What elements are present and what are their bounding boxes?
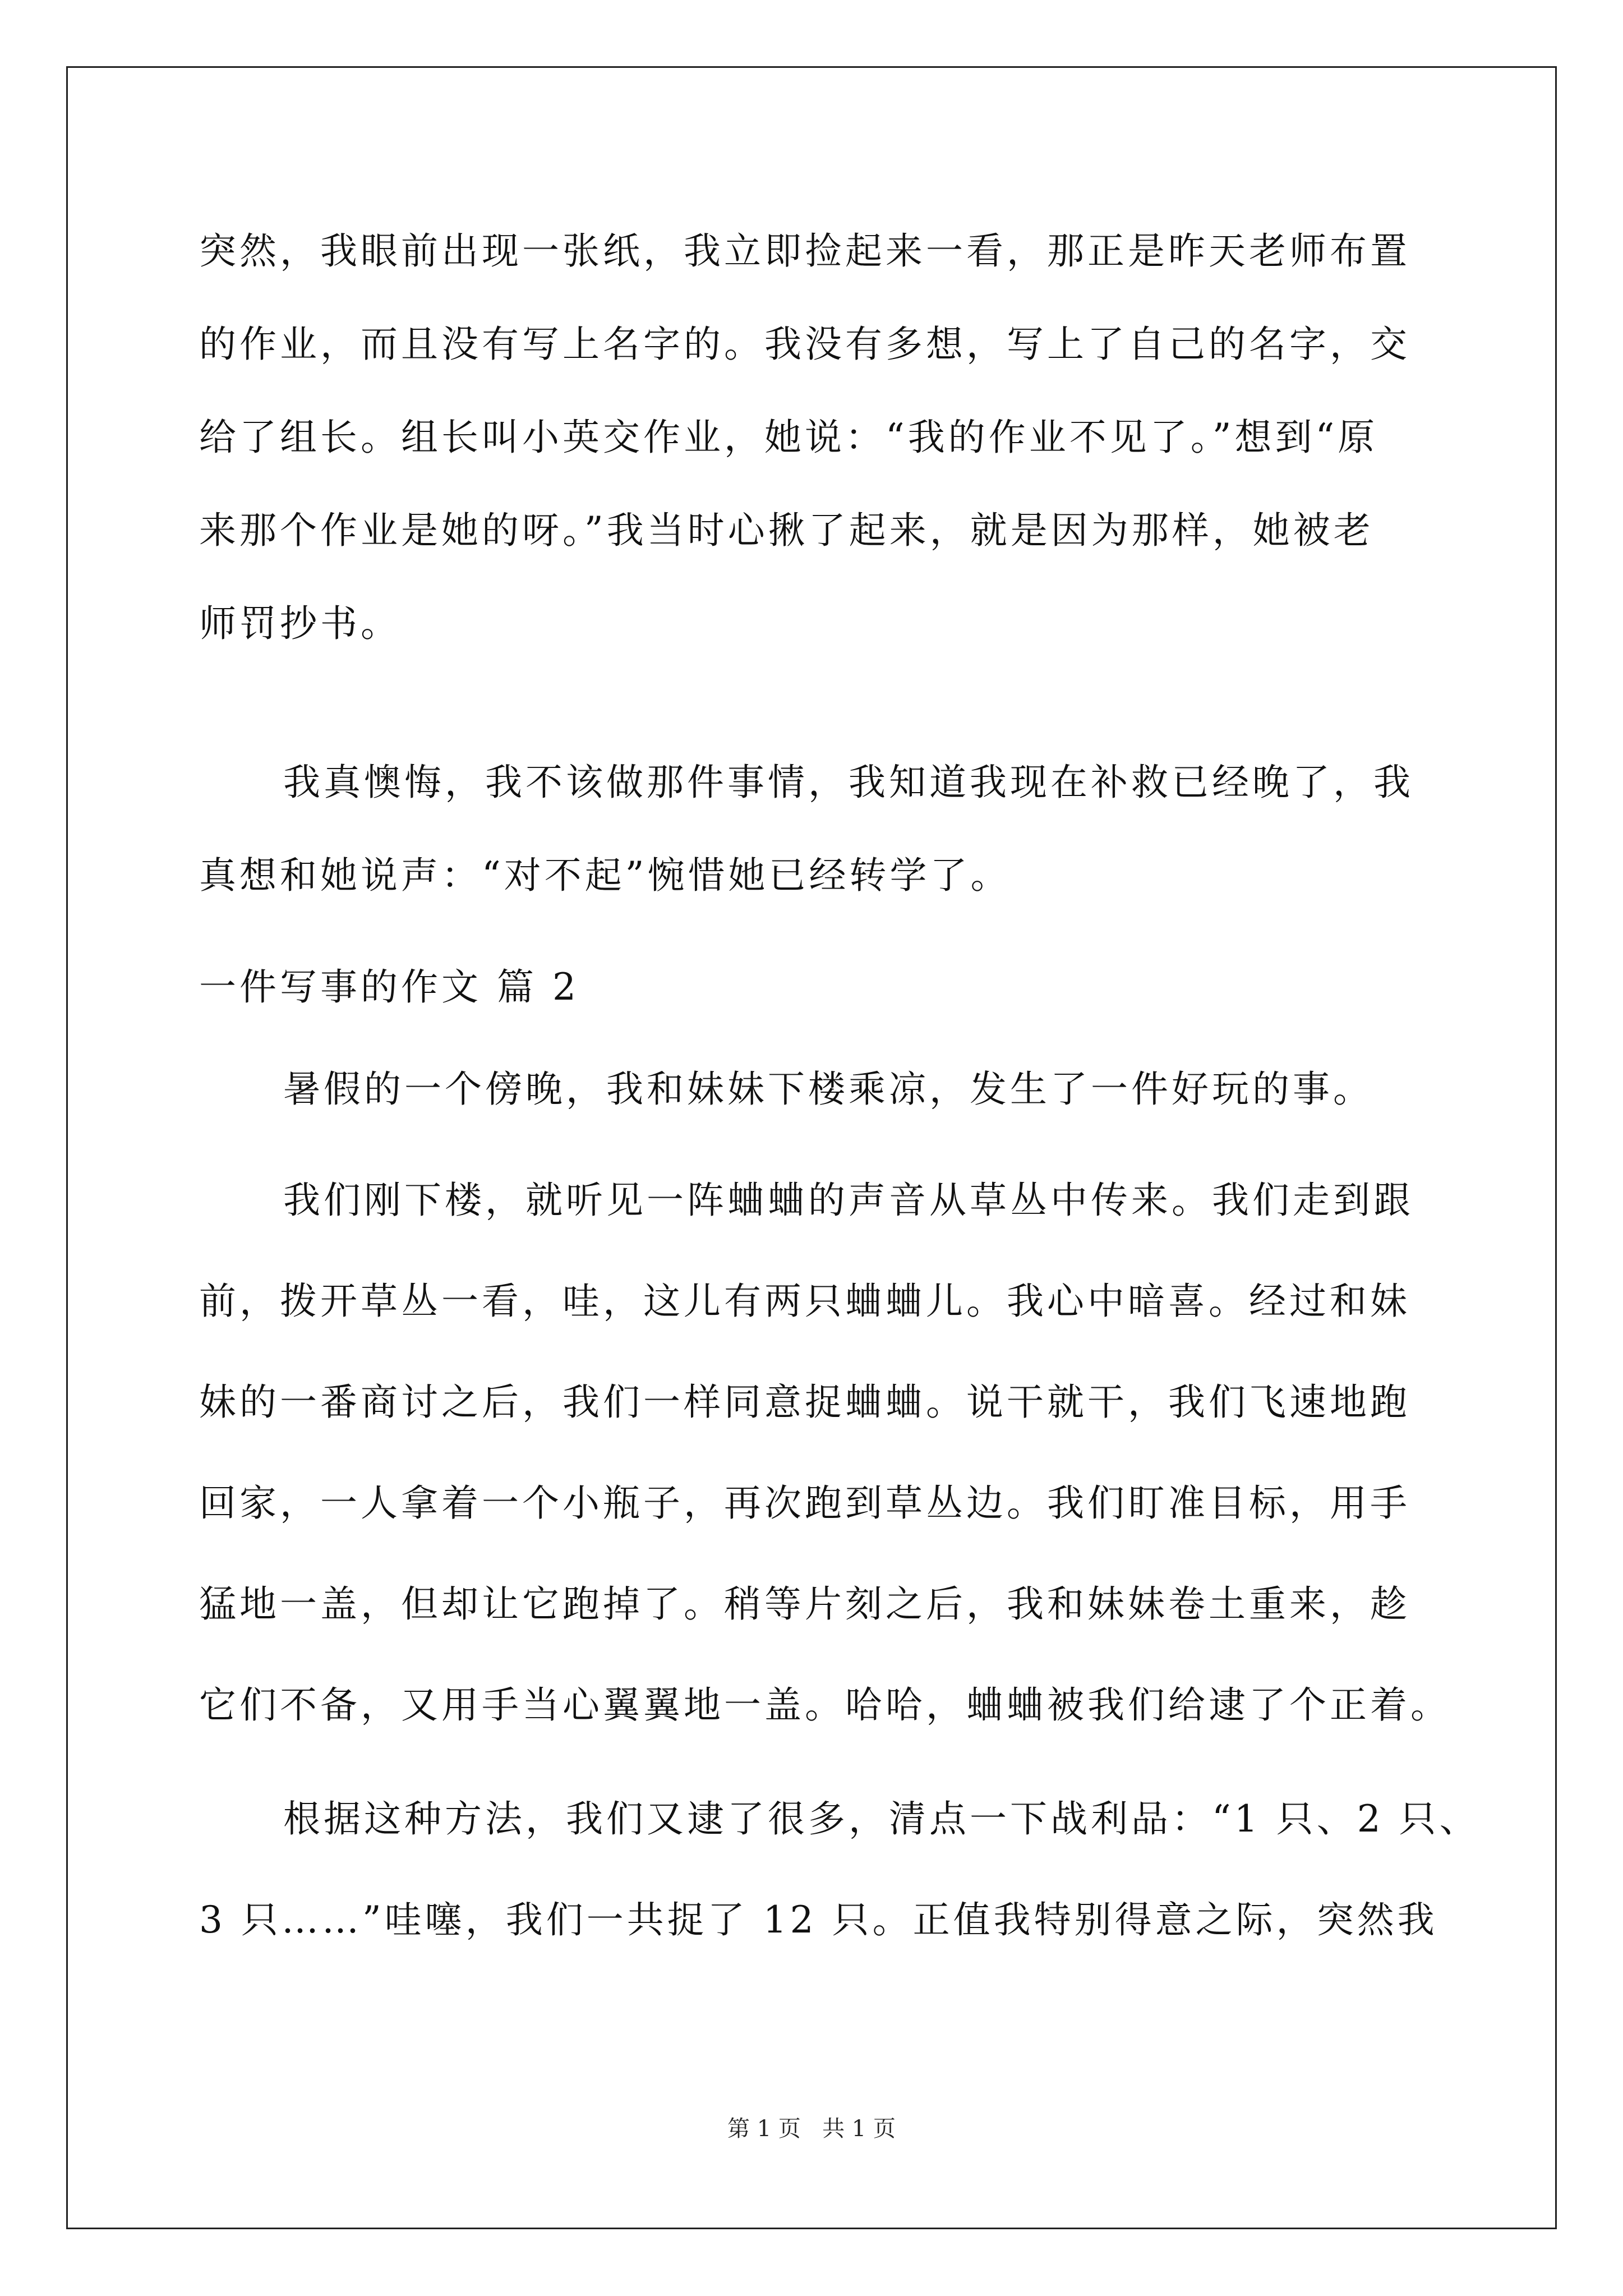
- text-line: 暑假的一个傍晚，我和妹妹下楼乘凉，发生了一件好玩的事。: [283, 1068, 1373, 1111]
- text-line: 3 只……”哇噻，我们一共捉了 12 只。正值我特别得意之际，突然我: [199, 1898, 1438, 1941]
- text-line: 猛地一盖，但却让它跑掉了。稍等片刻之后，我和妹妹卷土重来，趁: [199, 1582, 1410, 1626]
- text-line: 前，拨开草丛一看，哇，这儿有两只蛐蛐儿。我心中暗喜。经过和妹: [199, 1280, 1410, 1323]
- text-line: 真想和她说声：“对不起”惋惜她已经转学了。: [199, 854, 1011, 897]
- section-heading: 一件写事的作文 篇 2: [199, 965, 579, 1009]
- text-line: 回家，一人拿着一个小瓶子，再次跑到草丛边。我们盯准目标，用手: [199, 1481, 1410, 1525]
- text-line: 我真懊悔，我不该做那件事情，我知道我现在补救已经晚了，我: [283, 761, 1414, 804]
- text-line: 来那个作业是她的呀。”我当时心揪了起来，就是因为那样，她被老: [199, 509, 1374, 552]
- text-line: 师罚抄书。: [199, 602, 401, 645]
- text-line: 突然，我眼前出现一张纸，我立即捡起来一看，那正是昨天老师布置: [199, 229, 1410, 273]
- text-line: 根据这种方法，我们又逮了很多，清点一下战利品：“1 只、2 只、: [283, 1797, 1480, 1841]
- text-line: 它们不备，又用手当心翼翼地一盖。哈哈，蛐蛐被我们给逮了个正着。: [199, 1683, 1451, 1727]
- text-line: 我们刚下楼，就听见一阵蛐蛐的声音从草丛中传来。我们走到跟: [283, 1179, 1414, 1222]
- page-footer: 第 1 页 共 1 页: [727, 2116, 896, 2142]
- text-line: 妹的一番商讨之后，我们一样同意捉蛐蛐。说干就干，我们飞速地跑: [199, 1381, 1410, 1424]
- text-line: 给了组长。组长叫小英交作业，她说：“我的作业不见了。”想到“原: [199, 416, 1378, 459]
- text-line: 的作业，而且没有写上名字的。我没有多想，写上了自己的名字，交: [199, 323, 1410, 366]
